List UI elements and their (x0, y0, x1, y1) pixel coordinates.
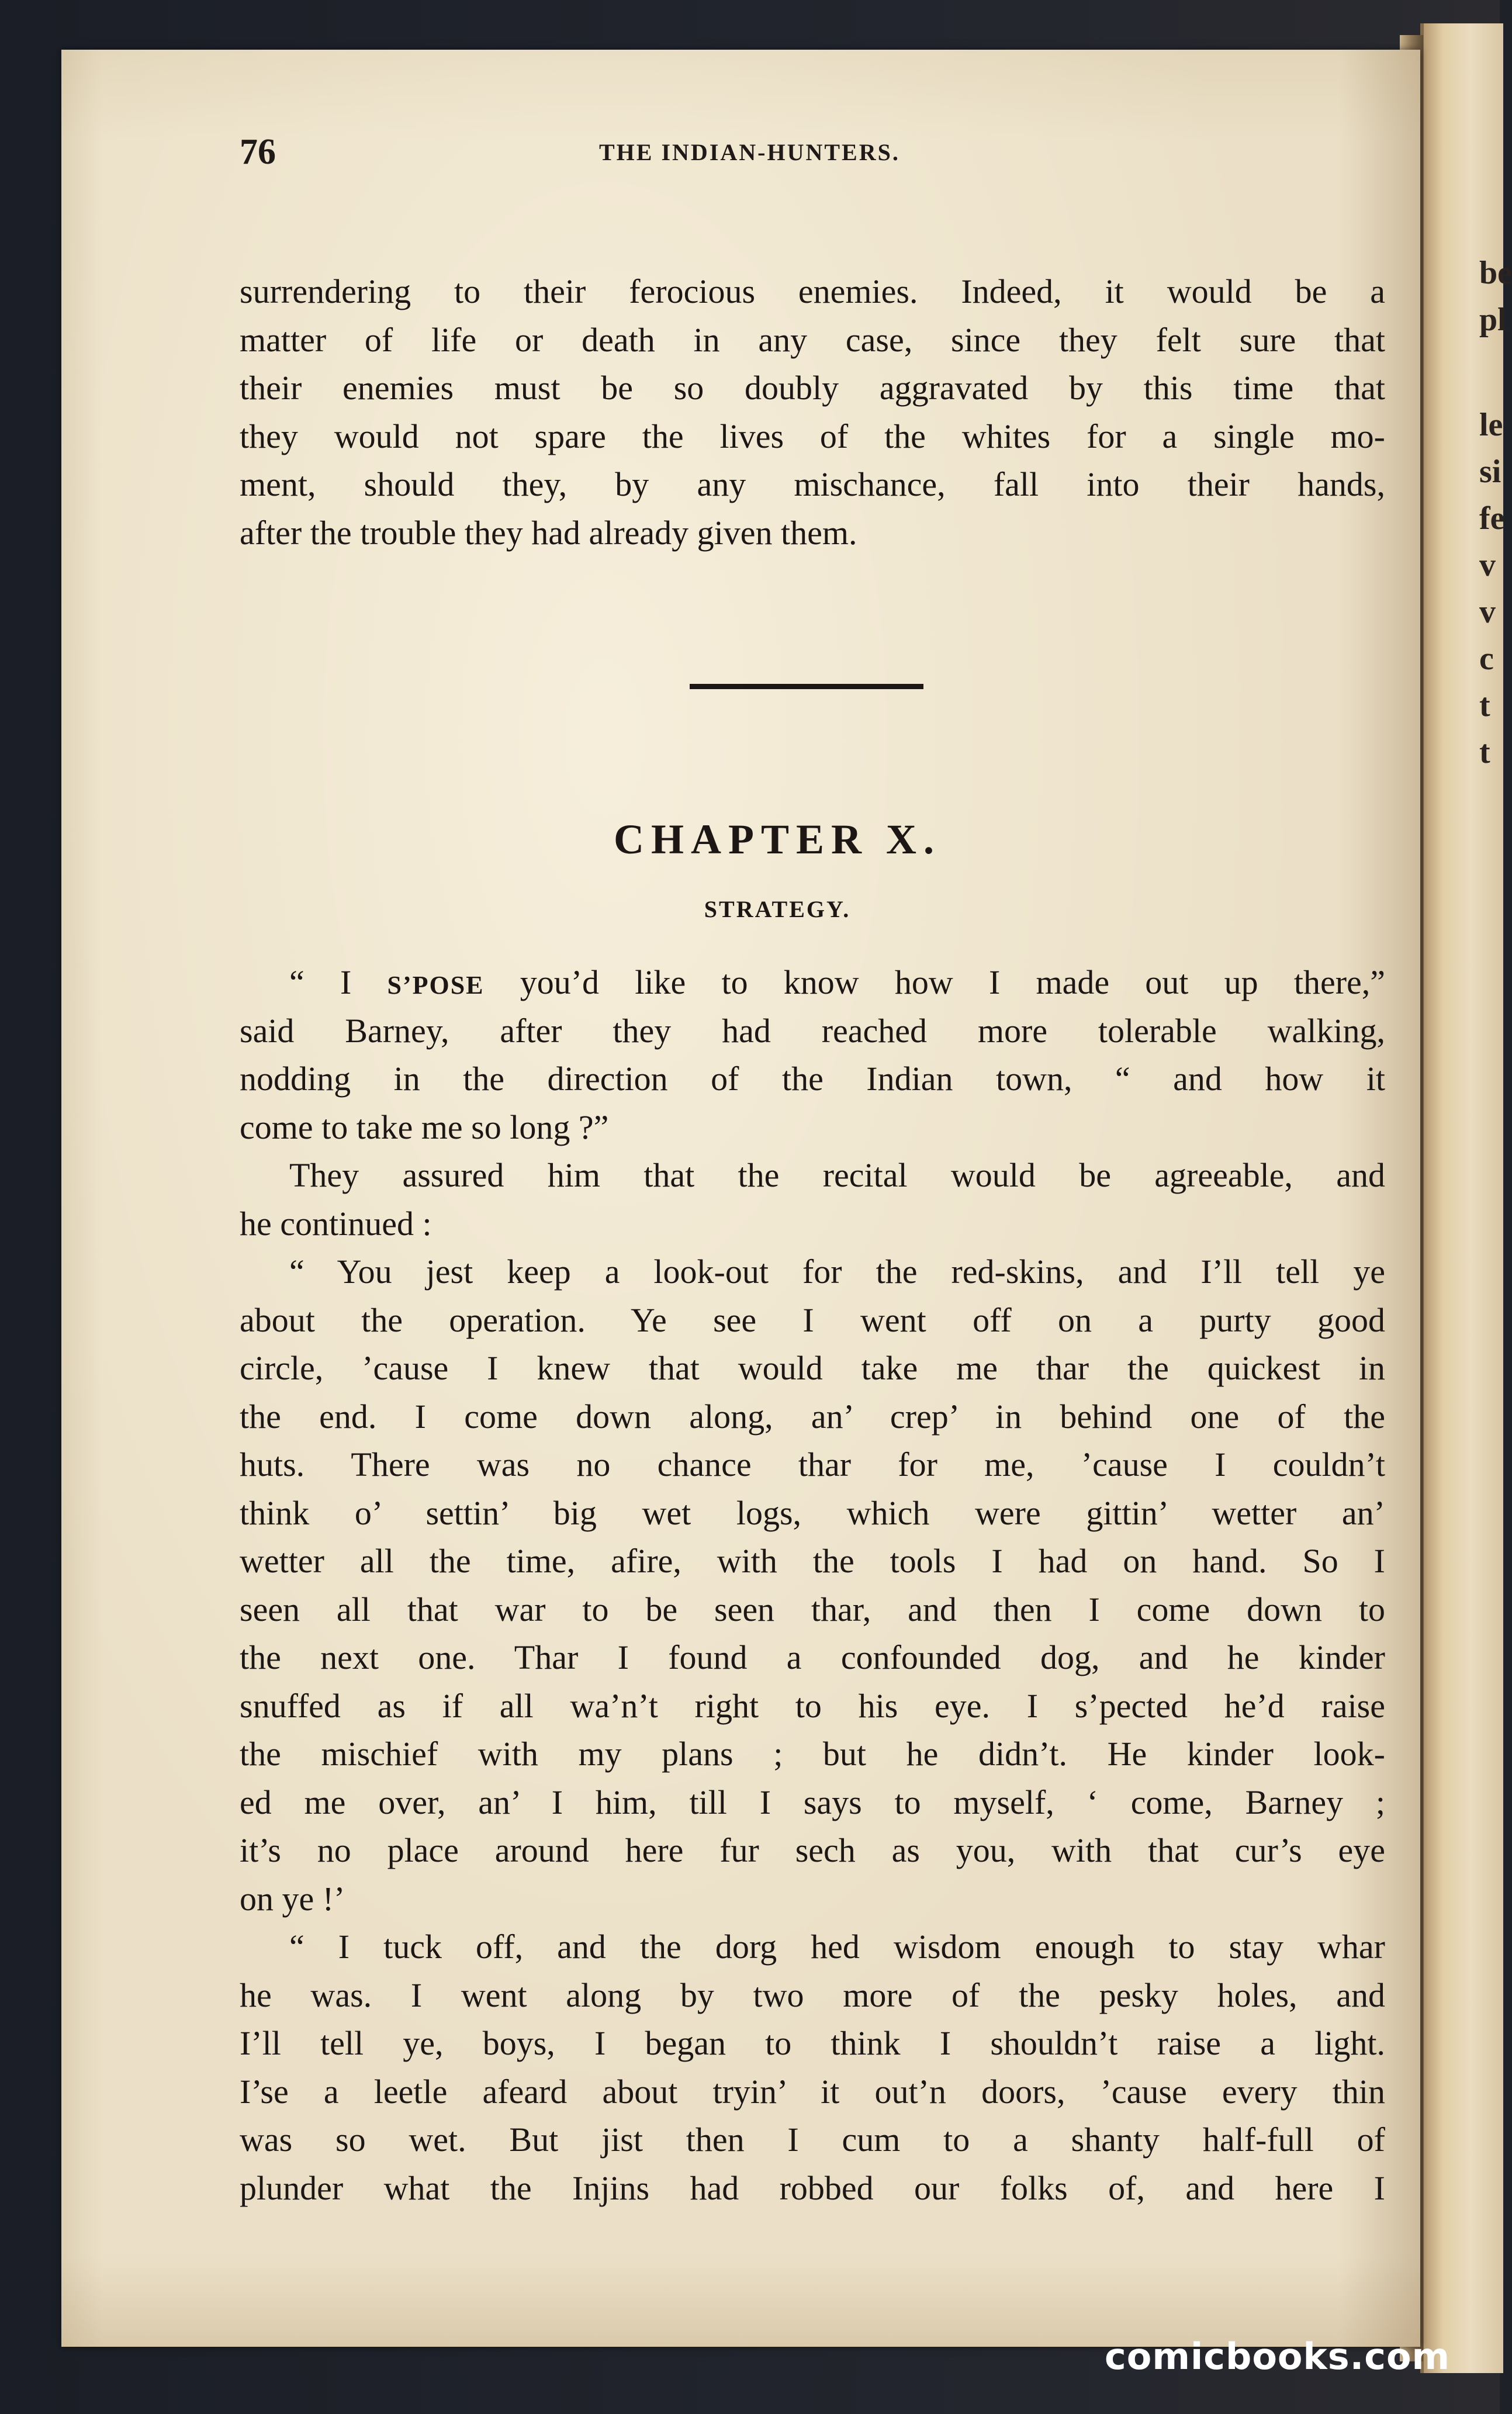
text-line: They assured him that the recital would be agreeable, and (289, 1156, 1385, 1194)
running-title: THE INDIAN-HUNTERS. (599, 139, 900, 165)
text-line: ment, should they, by any mischance, fall into their hands, (240, 465, 1385, 503)
text-line: seen all that war to be seen thar, and then I come down to (240, 1590, 1385, 1628)
section-divider-rule (690, 684, 923, 689)
first-line-rest: you’d like to know how I made out up there,” (484, 963, 1385, 1001)
text-line: said Barney, after they had reached more tolerable walking, (240, 1011, 1385, 1050)
text-line: the next one. Thar I found a confounded dog, and he kinder (240, 1638, 1385, 1676)
text-line: wetter all the time, afire, with the tools I had on hand. So I (240, 1542, 1385, 1580)
facing-page-fragment: si (1479, 454, 1501, 490)
text-line: the end. I come down along, an’ crep’ in behind one of the (240, 1397, 1385, 1436)
text-line: the mischief with my plans ; but he didn’t. He kinder look- (240, 1735, 1385, 1773)
first-line (240, 959, 1385, 1007)
page-number: 76 (240, 132, 276, 172)
facing-page-edge (1420, 23, 1512, 2373)
text-line: he was. I went along by two more of the pesky holes, and (240, 1976, 1385, 2014)
text-line: think o’ settin’ big wet logs, which were gittin’ wetter an’ (240, 1493, 1385, 1532)
text-line: they would not spare the lives of the whites for a single mo- (240, 417, 1385, 455)
facing-page-fragment: le (1479, 407, 1503, 443)
text-line: was so wet. But jist then I cum to a shanty half-full of (240, 2121, 1385, 2159)
facing-page-fragment: fe (1479, 500, 1505, 537)
text-line: “ You jest keep a look-out for the red-skins, and I’ll tell ye (289, 1253, 1385, 1291)
text-line: their enemies must be so doubly aggravated by this time that (240, 369, 1385, 407)
text-line: snuffed as if all wa’n’t right to his eye. I s’pected he’d raise (240, 1686, 1385, 1725)
text-line: surrendering to their ferocious enemies. Indeed, it would be a (240, 272, 1385, 310)
text-line: it’s no place around here fur sech as you, with that cur’s eye (240, 1831, 1385, 1869)
chapter-body (240, 959, 1385, 2212)
text-line: circle, ’cause I knew that would take me thar the quickest in (240, 1349, 1385, 1387)
facing-page-fragment: v (1479, 594, 1496, 630)
text-line: nodding in the direction of the Indian town, “ and how it (240, 1060, 1385, 1098)
text-line: on ye !’ (240, 1879, 345, 1918)
text-line: “ I tuck off, and the dorg hed wisdom enough to stay whar (289, 1928, 1385, 1966)
opening-paragraph (240, 268, 1385, 557)
text-line: ed me over, an’ I him, till I says to myself, ‘ come, Barney ; (240, 1783, 1385, 1821)
site-watermark: comicbooks.com (1105, 2335, 1451, 2378)
text-line: after the trouble they had already given them. (240, 513, 857, 552)
text-line: I’se a leetle afeard about tryin’ it out’n doors, ’cause every thin (240, 2072, 1385, 2111)
text-line: come to take me so long ?” (240, 1108, 609, 1146)
text-line: matter of life or death in any case, since they felt sure that (240, 320, 1385, 359)
chapter-heading: CHAPTER X. (613, 816, 941, 863)
facing-page-fragment: t (1479, 734, 1490, 770)
chapter-subtitle: STRATEGY. (704, 896, 851, 922)
facing-page-fragment: v (1479, 547, 1496, 583)
first-line-lead: “ I (289, 963, 387, 1001)
first-line-smallcaps: S’POSE (387, 971, 485, 1000)
facing-page-fragment: c (1479, 641, 1494, 677)
running-head (175, 132, 1379, 172)
facing-page-fragment: pl (1479, 302, 1507, 338)
text-line: about the operation. Ye see I went off on a purty good (240, 1301, 1385, 1339)
text-line: he continued : (240, 1204, 432, 1243)
facing-page-fragment: t (1479, 687, 1490, 724)
text-line: I’ll tell ye, boys, I began to think I shouldn’t raise a light. (240, 2024, 1385, 2062)
text-line: plunder what the Injins had robbed our folks of, and here I (240, 2169, 1385, 2207)
facing-page-fragment: be (1479, 255, 1512, 291)
text-line: huts. There was no chance thar for me, ’cause I couldn’t (240, 1445, 1385, 1483)
